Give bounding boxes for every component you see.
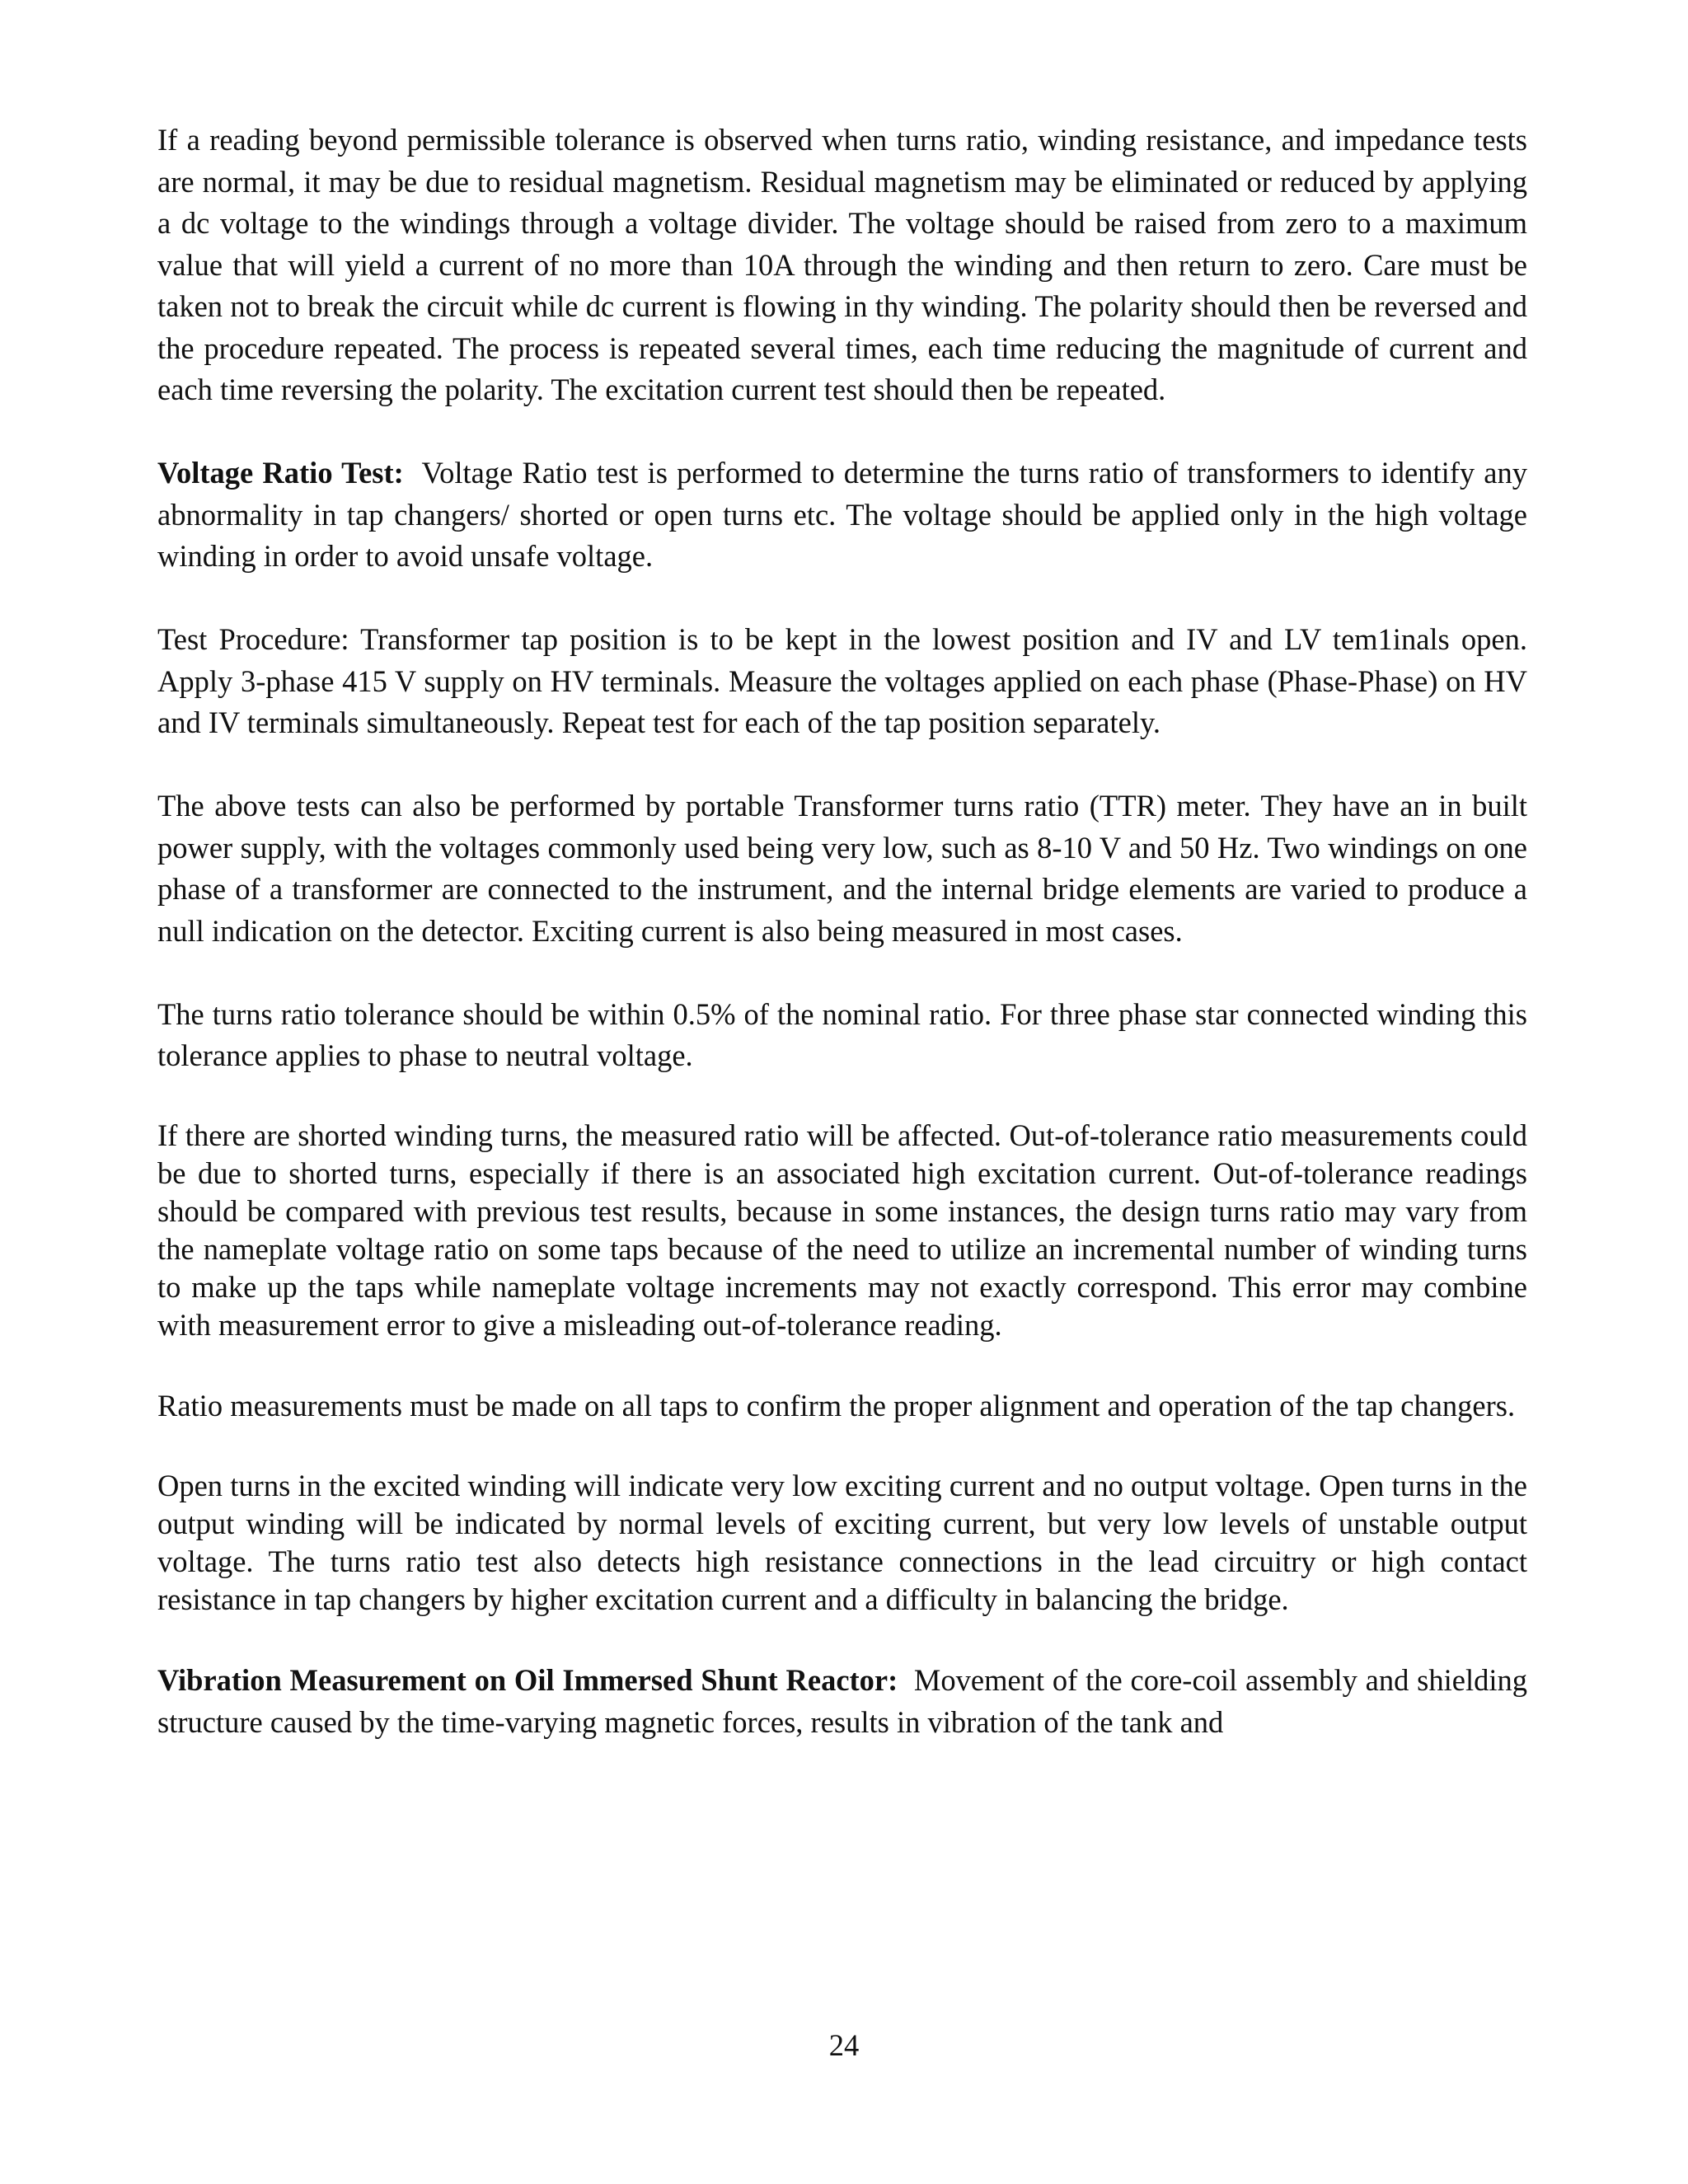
paragraph-test-procedure: Test Procedure: Transformer tap position is to be kept in the lowest position and IV and LV tem1inals open. Apply 3-phase 415 V supply on HV terminals. Measure the voltages applied on each phase (Phase-Phase) on HV and IV terminals simultaneously. Repeat test for each of the tap position separately.: [157, 622, 1527, 739]
paragraph-vibration-measurement: [157, 1660, 1527, 1743]
paragraph-ttr-meter: The above tests can also be performed by portable Transformer turns ratio (TTR) meter. They have an in built power supply, with the voltages commonly used being very low, such as 8-10 V and 50 Hz. Two windings on one phase of a transformer are connected to the instrument, and the internal bridge elements are varied to produce a null indication on the detector. Exciting current is also being measured in most cases.: [157, 789, 1527, 948]
page-number: 24: [828, 2028, 860, 2062]
paragraph-shorted-turns: If there are shorted winding turns, the measured ratio will be affected. Out-of-tolerance ratio measurements could be due to shorted turns, especially if there is an associated high excitation current. Out-of-tolerance readings should be compared with previous test results, because in some instances, the design turns ratio may vary from the nameplate voltage ratio on some taps because of the need to utilize an incremental number of winding turns to make up the taps while nameplate voltage increments may not exactly correspond. This error may combine with measurement error to give a misleading out-of-tolerance reading.: [157, 1118, 1527, 1342]
paragraph-all-taps: Ratio measurements must be made on all taps to confirm the proper alignment and operation of the tap changers.: [157, 1389, 1516, 1422]
paragraph-voltage-ratio-body: Voltage Ratio test is performed to determine the turns ratio of transformers to identify any abnormality in tap changers/ shorted or open turns etc. The voltage should be applied only in the high voltage winding in order to avoid unsafe voltage.: [157, 456, 1527, 573]
page-body: [157, 120, 1527, 1743]
paragraph-voltage-ratio-test: [157, 452, 1527, 578]
paragraph-tolerance: The turns ratio tolerance should be within 0.5% of the nominal ratio. For three phase star connected winding this tolerance applies to phase to neutral voltage.: [157, 996, 1527, 1072]
paragraph-residual-magnetism: If a reading beyond permissible tolerance is observed when turns ratio, winding resistance, and impedance tests are normal, it may be due to residual magnetism. Residual magnetism may be eliminated or reduced by applying a dc voltage to the windings through a voltage divider. The voltage should be raised from zero to a maximum value that will yield a current of no more than 10A through the winding and then return to zero. Care must be taken not to break the circuit while dc current is flowing in thy winding. The polarity should then be reversed and the procedure repeated. The process is repeated several times, each time reducing the magnitude of current and each time reversing the polarity. The excitation current test should then be repeated.: [157, 123, 1527, 406]
paragraph-open-turns: Open turns in the excited winding will indicate very low exciting current and no output voltage. Open turns in the output winding will be indicated by normal levels of exciting current, but very low levels of unstable output voltage. The turns ratio test also detects high resistance connections in the lead circuitry or high contact resistance in tap changers by higher excitation current and a difficulty in balancing the bridge.: [157, 1468, 1527, 1616]
section-heading-voltage-ratio-test: Voltage Ratio Test:: [157, 456, 404, 490]
section-heading-vibration-measurement: Vibration Measurement on Oil Immersed Shunt Reactor:: [157, 1663, 898, 1697]
paragraph-vibration-body: Movement of the core-coil assembly and shielding structure caused by the time-varying magnetic forces, results in vibration of the tank and: [157, 1663, 1527, 1739]
